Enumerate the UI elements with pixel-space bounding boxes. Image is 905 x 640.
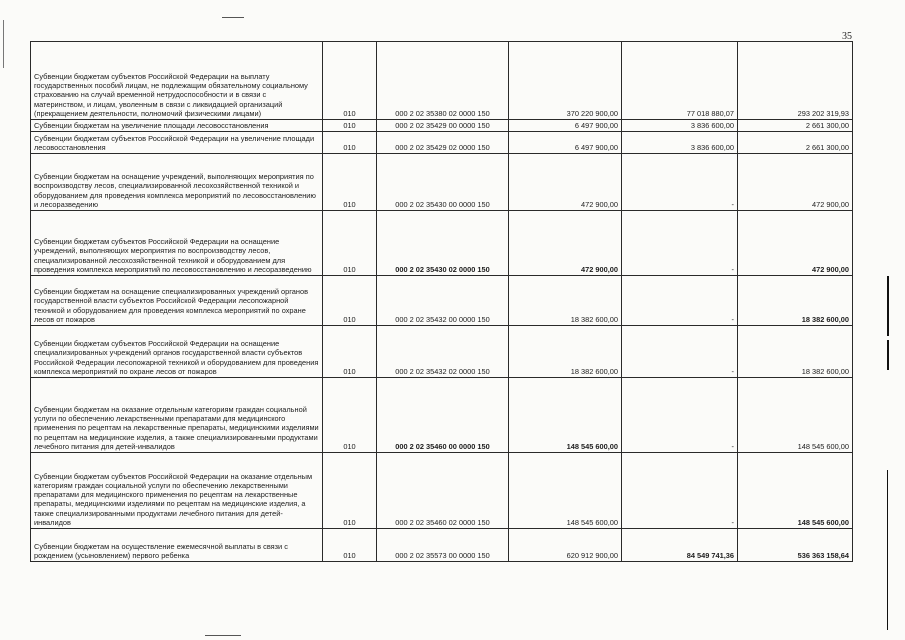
row-kbk: 000 2 02 35430 00 0000 150 <box>377 154 509 211</box>
row-rest: 536 363 158,64 <box>738 529 853 562</box>
row-exec: - <box>622 378 738 453</box>
row-exec: 84 549 741,36 <box>622 529 738 562</box>
row-kbk: 000 2 02 35380 02 0000 150 <box>377 42 509 120</box>
row-code: 010 <box>323 42 377 120</box>
row-plan: 6 497 900,00 <box>509 132 622 154</box>
row-rest: 18 382 600,00 <box>738 276 853 326</box>
scan-mark-left <box>3 20 4 68</box>
table-row <box>31 378 853 453</box>
row-code: 010 <box>323 378 377 453</box>
row-plan: 148 545 600,00 <box>509 378 622 453</box>
row-rest: 472 900,00 <box>738 211 853 276</box>
row-code: 010 <box>323 120 377 132</box>
row-kbk: 000 2 02 35430 02 0000 150 <box>377 211 509 276</box>
row-code: 010 <box>323 132 377 154</box>
table-row <box>31 529 853 562</box>
row-kbk: 000 2 02 35460 00 0000 150 <box>377 378 509 453</box>
row-name: Субвенции бюджетам на оснащение специализированных учреждений органов государственной власти субъектов Российской Федерации лесопожарной техникой и оборудованием для проведения комплекса мероприятий по охране лесов от пожаров <box>31 276 323 326</box>
row-name: Субвенции бюджетам субъектов Российской Федерации на оказание отдельным категориям граждан социальной услуги по обеспечению лекарственными препаратами для медицинского применения по рецептам на лекарственные препараты, медицинскими изделиями по рецептам на медицинские изделия, а также специализированными продуктами лечебного питания для детей-инвалидов <box>31 453 323 529</box>
row-name: Субвенции бюджетам субъектов Российской Федерации на оснащение учреждений, выполняющих мероприятия по воспроизводству лесов, специализированной лесохозяйственной техникой и оборудованием для проведения комплекса мероприятий по лесовосстановлению и лесоразведению <box>31 211 323 276</box>
table-row <box>31 154 853 211</box>
row-kbk: 000 2 02 35432 00 0000 150 <box>377 276 509 326</box>
row-kbk: 000 2 02 35429 00 0000 150 <box>377 120 509 132</box>
row-name: Субвенции бюджетам субъектов Российской Федерации на оснащение специализированных учреждений органов государственной власти субъектов Российской Федерации лесопожарной техникой и оборудованием для проведения комплекса мероприятий по охране лесов от пожаров <box>31 326 323 378</box>
row-code: 010 <box>323 211 377 276</box>
row-exec: - <box>622 326 738 378</box>
row-code: 010 <box>323 154 377 211</box>
row-plan: 6 497 900,00 <box>509 120 622 132</box>
row-code: 010 <box>323 276 377 326</box>
row-kbk: 000 2 02 35429 02 0000 150 <box>377 132 509 154</box>
row-exec: 3 836 600,00 <box>622 120 738 132</box>
scan-mark-top <box>222 17 244 18</box>
row-code: 010 <box>323 453 377 529</box>
row-rest: 472 900,00 <box>738 154 853 211</box>
row-plan: 18 382 600,00 <box>509 276 622 326</box>
scan-edge-mark <box>887 276 889 336</box>
row-name: Субвенции бюджетам на оснащение учреждений, выполняющих мероприятия по воспроизводству лесов, специализированной лесохозяйственной техникой и оборудованием для проведения комплекса мероприятий по лесовосстановлению и лесоразведению <box>31 154 323 211</box>
row-name: Субвенции бюджетам субъектов Российской Федерации на увеличение площади лесовосстановления <box>31 132 323 154</box>
row-kbk: 000 2 02 35432 02 0000 150 <box>377 326 509 378</box>
row-plan: 18 382 600,00 <box>509 326 622 378</box>
table-row <box>31 326 853 378</box>
row-exec: - <box>622 276 738 326</box>
row-rest: 293 202 319,93 <box>738 42 853 120</box>
row-plan: 148 545 600,00 <box>509 453 622 529</box>
row-plan: 620 912 900,00 <box>509 529 622 562</box>
scan-edge-mark <box>887 470 888 630</box>
row-rest: 2 661 300,00 <box>738 132 853 154</box>
row-exec: - <box>622 154 738 211</box>
table-row <box>31 453 853 529</box>
scan-edge-mark <box>887 340 889 370</box>
row-exec: - <box>622 453 738 529</box>
table-row <box>31 276 853 326</box>
row-exec: 77 018 880,07 <box>622 42 738 120</box>
budget-table <box>30 41 853 562</box>
row-rest: 18 382 600,00 <box>738 326 853 378</box>
row-code: 010 <box>323 529 377 562</box>
row-name: Субвенции бюджетам на осуществление ежемесячной выплаты в связи с рождением (усыновлением) первого ребенка <box>31 529 323 562</box>
row-rest: 148 545 600,00 <box>738 453 853 529</box>
row-rest: 2 661 300,00 <box>738 120 853 132</box>
table-row <box>31 211 853 276</box>
table-row <box>31 132 853 154</box>
row-plan: 472 900,00 <box>509 154 622 211</box>
row-plan: 370 220 900,00 <box>509 42 622 120</box>
table-row <box>31 42 853 120</box>
row-kbk: 000 2 02 35573 00 0000 150 <box>377 529 509 562</box>
row-name: Субвенции бюджетам субъектов Российской Федерации на выплату государственных пособий лицам, не подлежащим обязательному социальному страхованию на случай временной нетрудоспособности и в связи с материнством, и лицам, уволенным в связи с ликвидацией организаций (прекращением деятельности, полномочий физическими лицами) <box>31 42 323 120</box>
row-code: 010 <box>323 326 377 378</box>
scan-mark-bottom <box>205 635 241 636</box>
page-number: 35 <box>842 31 852 42</box>
row-name: Субвенции бюджетам на оказание отдельным категориям граждан социальной услуги по обеспечению лекарственными препаратами для медицинского применения по рецептам на лекарственные препараты, медицинскими изделиями по рецептам на медицинские изделия, а также специализированными продуктами лечебного питания для детей-инвалидов <box>31 378 323 453</box>
table-row <box>31 120 853 132</box>
row-exec: 3 836 600,00 <box>622 132 738 154</box>
row-exec: - <box>622 211 738 276</box>
row-kbk: 000 2 02 35460 02 0000 150 <box>377 453 509 529</box>
row-rest: 148 545 600,00 <box>738 378 853 453</box>
row-name: Субвенции бюджетам на увеличение площади лесовосстановления <box>31 120 323 132</box>
row-plan: 472 900,00 <box>509 211 622 276</box>
